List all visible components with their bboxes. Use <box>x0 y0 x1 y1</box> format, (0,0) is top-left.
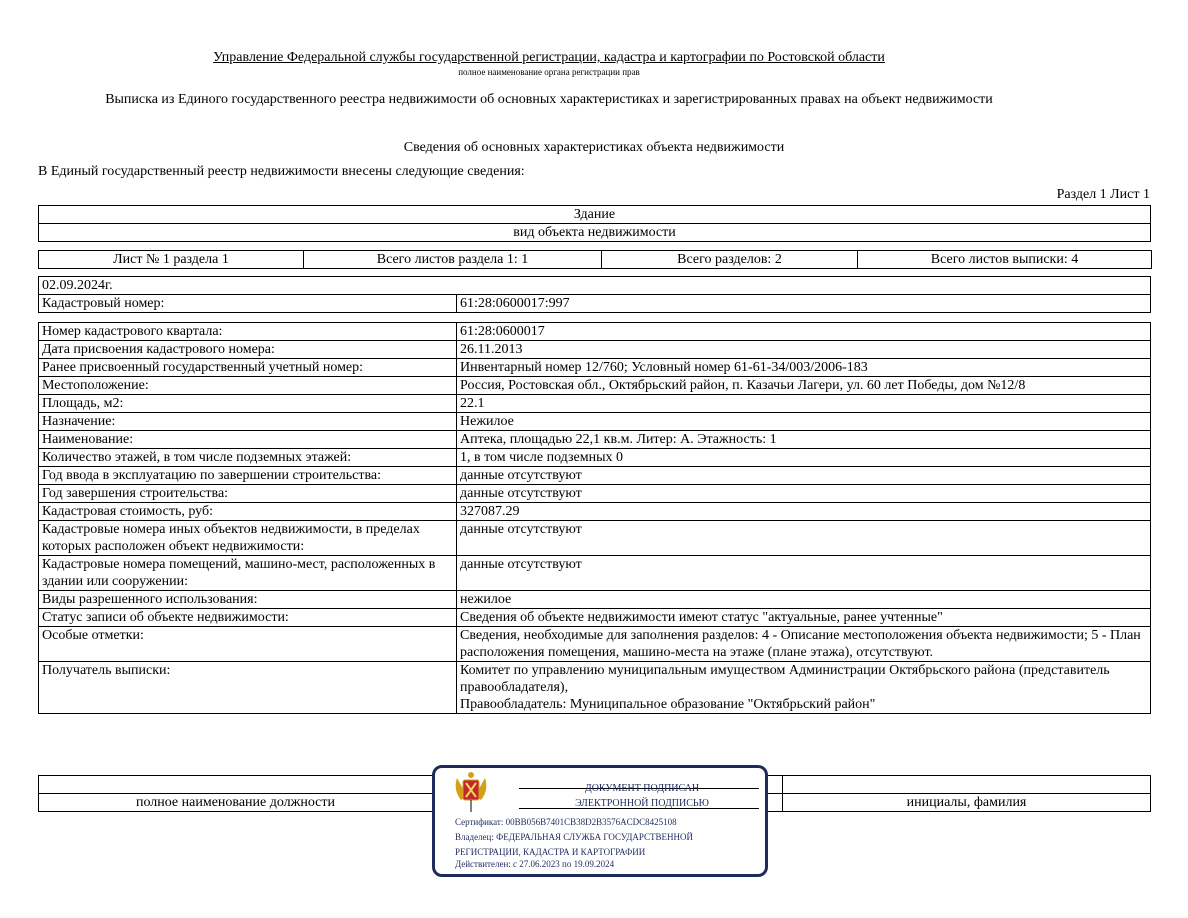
row-value: Аптека, площадью 22,1 кв.м. Литер: А. Этажность: 1 <box>457 431 1151 449</box>
row-value: нежилое <box>457 591 1151 609</box>
table-row <box>39 413 1151 431</box>
table-row <box>39 431 1151 449</box>
sheets-table <box>38 250 1152 269</box>
row-value: Сведения об объекте недвижимости имеют статус "актуальные, ранее учтенные" <box>457 609 1151 627</box>
table-row <box>39 359 1151 377</box>
row-value: данные отсутствуют <box>457 467 1151 485</box>
row-label: Год ввода в эксплуатацию по завершении строительства: <box>39 467 457 485</box>
object-type: Здание <box>39 206 1151 224</box>
table-row <box>39 467 1151 485</box>
row-label: Количество этажей, в том числе подземных этажей: <box>39 449 457 467</box>
row-value: 26.11.2013 <box>457 341 1151 359</box>
row-label: Особые отметки: <box>39 627 457 662</box>
row-value: 1, в том числе подземных 0 <box>457 449 1151 467</box>
row-label: Год завершения строительства: <box>39 485 457 503</box>
row-value: 327087.29 <box>457 503 1151 521</box>
row-label: Наименование: <box>39 431 457 449</box>
section-title: Сведения об основных характеристиках объекта недвижимости <box>403 140 785 155</box>
table-row <box>39 662 1151 714</box>
row-value: Сведения, необходимые для заполнения разделов: 4 - Описание местоположения объекта недвижимости; 5 - План расположения помещения, машино-места на этаже (плане этажа), отсутствуют. <box>457 627 1151 662</box>
row-label: Дата присвоения кадастрового номера: <box>39 341 457 359</box>
row-label: Статус записи об объекте недвижимости: <box>39 609 457 627</box>
name-caption: инициалы, фамилия <box>783 794 1151 812</box>
stamp-line2: ЭЛЕКТРОННОЙ ПОДПИСЬЮ <box>575 798 709 809</box>
row-value: Инвентарный номер 12/760; Условный номер 61-61-34/003/2006-183 <box>457 359 1151 377</box>
stamp-validity: Действителен: с 27.06.2023 по 19.09.2024 <box>455 859 615 869</box>
authority-caption: полное наименование органа регистрации прав <box>458 67 640 77</box>
row-label: Местоположение: <box>39 377 457 395</box>
position-caption: полное наименование должности <box>39 794 433 812</box>
table-row <box>39 503 1151 521</box>
table-row <box>39 323 1151 341</box>
table-row <box>39 627 1151 662</box>
row-value: 22.1 <box>457 395 1151 413</box>
table-row <box>39 341 1151 359</box>
row-value: Нежилое <box>457 413 1151 431</box>
date-table <box>38 276 1151 313</box>
electronic-signature-stamp <box>432 765 768 877</box>
table-row <box>39 485 1151 503</box>
row-value: 61:28:0600017 <box>457 323 1151 341</box>
table-row <box>39 449 1151 467</box>
row-label: Номер кадастрового квартала: <box>39 323 457 341</box>
object-type-table <box>38 205 1151 242</box>
table-row <box>39 521 1151 556</box>
sheet-number: Лист № 1 раздела 1 <box>39 251 304 269</box>
row-label: Виды разрешенного использования: <box>39 591 457 609</box>
row-label: Кадастровые номера иных объектов недвижимости, в пределах которых расположен объект недвижимости: <box>39 521 457 556</box>
cadastral-value: 61:28:0600017:997 <box>457 295 1151 313</box>
emblem-icon <box>453 770 489 812</box>
section-sheet: Раздел 1 Лист 1 <box>1056 187 1150 202</box>
stamp-owner-cont: РЕГИСТРАЦИИ, КАДАСТРА И КАРТОГРАФИИ <box>455 847 646 857</box>
row-label: Кадастровая стоимость, руб: <box>39 503 457 521</box>
stamp-line1: ДОКУМЕНТ ПОДПИСАН <box>584 783 700 794</box>
row-value: данные отсутствуют <box>457 485 1151 503</box>
table-row <box>39 556 1151 591</box>
table-row <box>39 591 1151 609</box>
row-label: Кадастровые номера помещений, машино-мест, расположенных в здании или сооружении: <box>39 556 457 591</box>
row-value: Комитет по управлению муниципальным имуществом Администрации Октябрьского района (представитель правообладателя), Правообладатель: Муниципальное образование "Октябрьский район" <box>457 662 1151 714</box>
extract-date: 02.09.2024г. <box>39 277 1151 295</box>
authority-name: Управление Федеральной службы государственной регистрации, кадастра и картографии по Ростовской области <box>213 50 885 65</box>
object-type-caption: вид объекта недвижимости <box>39 224 1151 242</box>
row-label: Ранее присвоенный государственный учетный номер: <box>39 359 457 377</box>
characteristics-table <box>38 322 1151 714</box>
row-value: Россия, Ростовская обл., Октябрьский район, п. Казачьи Лагери, ул. 60 лет Победы, дом №12/8 <box>457 377 1151 395</box>
row-value: данные отсутствуют <box>457 521 1151 556</box>
row-label: Площадь, м2: <box>39 395 457 413</box>
table-row <box>39 395 1151 413</box>
stamp-owner: Владелец: ФЕДЕРАЛЬНАЯ СЛУЖБА ГОСУДАРСТВЕННОЙ <box>455 832 694 842</box>
table-row <box>39 377 1151 395</box>
total-sections: Всего разделов: 2 <box>602 251 858 269</box>
row-value: данные отсутствуют <box>457 556 1151 591</box>
table-row <box>39 609 1151 627</box>
cadastral-label: Кадастровый номер: <box>39 295 457 313</box>
intro-text: В Единый государственный реестр недвижимости внесены следующие сведения: <box>38 164 525 179</box>
row-label: Назначение: <box>39 413 457 431</box>
row-label: Получатель выписки: <box>39 662 457 714</box>
stamp-certificate: Сертификат: 00BB056B7401CB38D2B3576ACDC8425108 <box>455 817 677 827</box>
extract-title: Выписка из Единого государственного реестра недвижимости об основных характеристиках и зарегистрированных правах на объект недвижимости <box>105 92 993 107</box>
sheets-in-section: Всего листов раздела 1: 1 <box>304 251 602 269</box>
total-sheets: Всего листов выписки: 4 <box>858 251 1152 269</box>
